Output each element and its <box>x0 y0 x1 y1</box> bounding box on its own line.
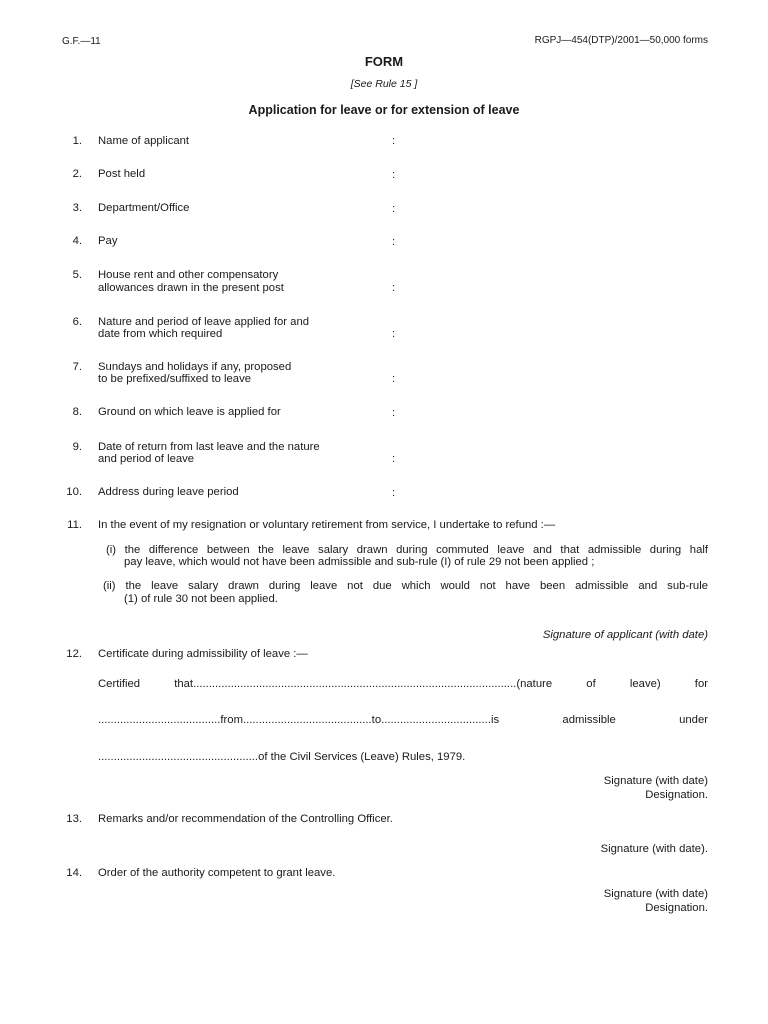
certificate-line-2: .......................................from.........................................to...................................is admissible under <box>98 714 708 726</box>
field-colon: : <box>392 169 396 181</box>
form-title: FORM <box>364 54 404 69</box>
field-colon: : <box>392 203 396 215</box>
item-text: Certificate during admissibility of leave :— <box>98 648 308 660</box>
authority-designation: Designation. <box>645 902 708 914</box>
item-text: Remarks and/or recommendation of the Controlling Officer. <box>98 813 393 825</box>
see-rule: [See Rule 15 ] <box>350 78 418 90</box>
item-label-cont: allowances drawn in the present post <box>98 282 284 294</box>
item-label: Nature and period of leave applied for and <box>98 316 310 328</box>
certificate-line-3: ...................................................of the Civil Services (Leave) Rules, 1979. <box>98 751 466 763</box>
item-number: 6. <box>72 316 82 328</box>
item-number: 2. <box>72 168 82 180</box>
authority-signature: Signature (with date) <box>603 888 708 900</box>
field-colon: : <box>392 328 396 340</box>
sub-clause-ii-cont: (1) of rule 30 not been applied. <box>124 593 278 605</box>
item-label: Pay <box>98 235 118 247</box>
item-label: Department/Office <box>98 202 190 214</box>
field-colon: : <box>392 135 396 147</box>
sub-clause-ii: (ii) the leave salary drawn during leave not due which would not have been admissible and sub-rule <box>103 580 708 592</box>
sub-clause-i-cont: pay leave, which would not have been admissible and sub-rule (I) of rule 29 not been applied ; <box>124 556 595 568</box>
item-number: 9. <box>72 441 82 453</box>
applicant-signature: Signature of applicant (with date) <box>542 629 708 641</box>
controlling-officer-signature: Signature (with date). <box>600 843 708 855</box>
item-label: Date of return from last leave and the nature <box>98 441 320 453</box>
certifier-designation: Designation. <box>645 789 708 801</box>
item-number: 13. <box>66 813 82 825</box>
item-label-cont: and period of leave <box>98 453 195 465</box>
form-code: G.F.—11 <box>62 36 101 47</box>
item-number: 3. <box>72 202 82 214</box>
field-colon: : <box>392 453 396 465</box>
item-label: Name of applicant <box>98 135 190 147</box>
certificate-line-1: Certified that.......................................................................................................(nature of leave) for <box>98 678 708 690</box>
item-text: In the event of my resignation or voluntary retirement from service, I undertake to refund :— <box>98 519 556 531</box>
item-label-cont: date from which required <box>98 328 223 340</box>
item-number: 7. <box>72 361 82 373</box>
field-colon: : <box>392 373 396 385</box>
item-number: 11. <box>67 519 82 531</box>
field-colon: : <box>392 282 396 294</box>
field-colon: : <box>392 236 396 248</box>
item-label: Sundays and holidays if any, proposed <box>98 361 292 373</box>
item-number: 4. <box>72 235 82 247</box>
print-reference: RGPJ—454(DTP)/2001—50,000 forms <box>534 35 708 46</box>
item-number: 1. <box>72 135 82 147</box>
item-label: House rent and other compensatory <box>98 269 279 281</box>
field-colon: : <box>392 407 396 419</box>
certifier-signature: Signature (with date) <box>603 775 708 787</box>
item-number: 10. <box>66 486 82 498</box>
item-number: 8. <box>72 406 82 418</box>
item-number: 14. <box>66 867 82 879</box>
item-number: 5. <box>72 269 82 281</box>
item-label: Post held <box>98 168 146 180</box>
item-label: Ground on which leave is applied for <box>98 406 281 418</box>
sub-clause-i: (i) the difference between the leave salary drawn during commuted leave and that admissible during half <box>106 544 708 556</box>
item-text: Order of the authority competent to grant leave. <box>98 867 336 879</box>
item-label: Address during leave period <box>98 486 239 498</box>
field-colon: : <box>392 487 396 499</box>
item-number: 12. <box>66 648 82 660</box>
item-label-cont: to be prefixed/suffixed to leave <box>98 373 252 385</box>
form-subtitle: Application for leave or for extension of leave <box>248 103 520 117</box>
